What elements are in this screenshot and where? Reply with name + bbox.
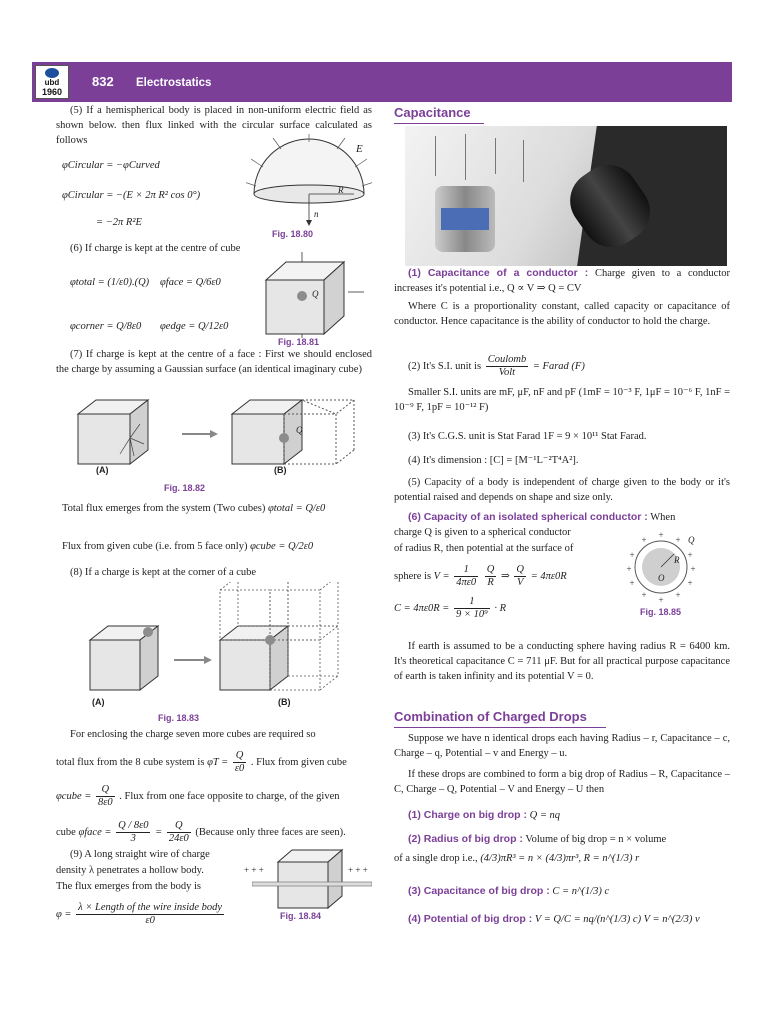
sphere-potential-line: [394, 564, 567, 589]
drop-item-2-text: Volume of big drop = n × volume: [525, 834, 667, 845]
eq-total-flux-centre: φtotal = (1/ε0).(Q): [70, 277, 150, 288]
globe-icon: [45, 68, 59, 78]
cgs-unit-text: (3) It's C.G.S. unit is Stat Farad 1F = 9 × 10¹¹ Stat Farad.: [408, 431, 647, 442]
cap-item-6: [394, 510, 730, 526]
sphere-centre-label: O: [658, 573, 665, 583]
section-drops-heading: Combination of Charged Drops: [394, 708, 606, 728]
eq-circular-flux: φCircular = −(E × 2π R² cos 0°): [62, 190, 201, 201]
eq-sphere-potential: V = $\frac{1}{4\pi\varepsilon 0}$ $\frac{Q}{R}$ ⇒ $\frac{Q}{V}$ = 4πε0R: [433, 564, 567, 588]
item-9-line-1: (9) A long straight wire of charge: [70, 849, 210, 860]
cap-item-6-line-1: charge Q is given to a spherical conductor: [394, 527, 571, 538]
total-flux-line: [62, 502, 378, 517]
radius-label: R: [338, 185, 344, 195]
drop-item-4-head: (4) Potential of big drop :: [408, 913, 533, 925]
drop-item-1-eq: Q = nq: [529, 810, 561, 821]
svg-text:+: +: [687, 578, 693, 588]
body-text: (Because only three faces are seen).: [195, 826, 346, 838]
fig-18-82-caption: Fig. 18.82: [164, 483, 206, 493]
sphere-text: sphere is: [394, 570, 432, 582]
normal-label: n: [314, 209, 319, 219]
logo-year: 1960: [41, 87, 63, 97]
svg-text:+: +: [629, 578, 635, 588]
svg-text:+: +: [675, 535, 681, 545]
svg-text:+: +: [690, 564, 696, 574]
unit-numerator: Coulomb: [487, 354, 527, 365]
svg-text:+: +: [675, 590, 681, 600]
svg-text:+: +: [626, 564, 632, 574]
cap-item-1: [394, 266, 730, 297]
drops-combined: If these drops are combined to form a big drop of Radius – R, Capacitance – C, Charge – Q, Potential – V and Energy – U then: [394, 769, 730, 795]
cap-item-6-head: (6) Capacity of an isolated spherical conductor :: [408, 511, 648, 523]
svg-text:+: +: [629, 550, 635, 560]
body-text: . Flux from given cube: [250, 756, 347, 768]
eq-corner-flux: φcorner = Q/8ε0: [70, 321, 142, 332]
charged-sphere-figure: [624, 530, 698, 604]
hemisphere-figure: [246, 134, 372, 230]
drop-item-2-text2: of a single drop i.e.,: [394, 853, 478, 864]
cap-where-text: Where C is a proportionality constant, called capacity or capacitance of conductor. Hence capacitance is the ability of conductor to hold the charge.: [394, 301, 730, 327]
eq-flux-cube: φcube = Q/2ε0: [250, 541, 314, 552]
eq-circular-curved: φCircular = −φCurved: [62, 160, 160, 171]
drop-item-4: [408, 912, 700, 928]
drops-intro: Suppose we have n identical drops each having Radius – r, Capacitance – c, Charge – q, Potential – v and Energy – u.: [394, 733, 730, 759]
dimension-text: (4) It's dimension : [C] = [M⁻¹L⁻²T⁴A²].: [408, 455, 579, 466]
fig-a-label: (A): [92, 697, 105, 707]
svg-text:+: +: [658, 595, 664, 604]
eq-edge-flux: φedge = Q/12ε0: [160, 321, 229, 332]
item-8-text: (8) If a charge is kept at the corner of a cube: [70, 567, 257, 578]
cap-item-2: [408, 354, 585, 379]
cap-item-6-line-2: of radius R, then potential at the surface of: [394, 543, 574, 554]
drop-item-3-head: (3) Capacitance of big drop :: [408, 885, 550, 897]
item-6-text: (6) If charge is kept at the centre of cube: [70, 243, 241, 254]
svg-text:+: +: [641, 590, 647, 600]
eq-sphere-capacitance: C = 4πε0R = $\frac{1}{\text{9 × 10⁹}}$ · R: [394, 596, 507, 620]
drop-item-2-eq: (4/3)πR³ = n × (4/3)πr³, R = n^(1/3) r: [480, 853, 640, 864]
field-label-e: E: [356, 143, 363, 155]
fig-b-label: (B): [278, 697, 291, 707]
wire-charge-right: + + +: [348, 865, 368, 875]
drop-item-1-head: (1) Charge on big drop :: [408, 809, 527, 821]
chapter-title: Electrostatics: [136, 77, 212, 89]
cap-item-1-text: Charge given to a conductor increases it's potential i.e., Q ∝ V ⇒ Q = CV: [394, 268, 731, 294]
item-8-body-3: φcube = $\frac{Q}{8\varepsilon 0}$ . Flux from one face opposite to charge, of the given: [56, 784, 340, 808]
si-unit-text: (2) It's S.I. unit is: [408, 360, 482, 372]
cube-centre-figure: [256, 252, 366, 338]
drop-item-2: [408, 832, 666, 848]
fig-18-84-caption: Fig. 18.84: [280, 911, 322, 921]
item-9-line-3: The flux emerges from the body is: [56, 881, 202, 892]
fig-18-80-caption: Fig. 18.80: [272, 229, 314, 239]
smaller-units-text: Smaller S.I. units are mF, μF, nF and pF (1mF = 10⁻³ F, 1μF = 10⁻⁶ F, 1nF = 10⁻⁹ F, 1pF = 10⁻¹² F): [394, 387, 730, 413]
fig-18-85-caption: Fig. 18.85: [640, 607, 682, 617]
drop-item-2-head: (2) Radius of big drop :: [408, 833, 523, 845]
sphere-radius-label: R: [674, 555, 680, 565]
unit-denominator: Volt: [498, 367, 516, 378]
item-8-body-2: total flux from the 8 cube system is φT = $\frac{Q}{\varepsilon 0}$ . Flux from given cube: [56, 750, 347, 774]
drop-item-3-eq: C = n^(1/3) c: [552, 886, 610, 897]
eq-face-flux: φface = Q/6ε0: [160, 277, 221, 288]
item-5-text: (5) If a hemispherical body is placed in non-uniform electric field as shown below. then flux linked with the circular surface calculated as follows: [56, 105, 372, 146]
corner-charge-figure: [86, 582, 376, 694]
fig-a-label: (A): [96, 465, 109, 475]
item-8-body-1: For enclosing the charge seven more cubes are required so: [70, 729, 316, 740]
item-7-text: (7) If charge is kept at the centre of a face : First we should enclosed the charge by assuming a Gaussian surface (an identical imaginary cube): [56, 349, 372, 375]
body-text: . Flux from one face opposite to charge, of the given: [119, 790, 340, 802]
item-9-line-2: density λ penetrates a hollow body.: [56, 865, 204, 876]
wire-charge-left: + + +: [244, 865, 264, 875]
fig-b-label: (B): [274, 465, 287, 475]
flux-cube-text: Flux from given cube (i.e. from 5 face only): [62, 541, 248, 552]
fig-18-83-caption: Fig. 18.83: [158, 713, 200, 723]
page-number: 832: [92, 74, 114, 89]
wire-flux-numerator: λ × Length of the wire inside body: [78, 902, 223, 913]
drop-item-3: [408, 884, 609, 900]
face-charge-figure: [70, 394, 370, 470]
eq-circular-result: = −2π R²E: [96, 217, 142, 228]
section-capacitance-heading: Capacitance: [394, 104, 484, 124]
svg-text:+: +: [658, 530, 664, 540]
fig-18-81-caption: Fig. 18.81: [278, 337, 320, 347]
drop-item-4-eq: V = Q/C = nq/(n^(1/3) c) V = n^(2/3) v: [534, 914, 700, 925]
sphere-charge-label: Q: [688, 535, 695, 545]
eq-total-flux-two-cubes: φtotal = Q/ε0: [267, 503, 326, 514]
charge-label-q: Q: [312, 289, 319, 299]
cap-item-5: (5) Capacity of a body is independent of charge given to the body or it's potential raised and depends on shape and size only.: [394, 477, 730, 503]
unit-farad: = Farad (F): [532, 360, 585, 372]
capacitor-label-image: [441, 208, 489, 230]
total-flux-text: Total flux emerges from the system (Two cubes): [62, 503, 266, 514]
wire-flux-denominator: ε0: [145, 915, 155, 926]
svg-text:+: +: [641, 535, 647, 545]
cap-item-1-head: (1) Capacitance of a conductor :: [408, 267, 589, 279]
earth-capacitance-text: If earth is assumed to be a conducting sphere having radius R = 6400 km. It's theoretical capacitance C = 711 μF. But for all practical purpose capacitance of earth is taken infinity and its potential V = 0.: [394, 641, 730, 682]
publisher-logo: [35, 65, 69, 99]
body-text: total flux from the 8 cube system is: [56, 756, 205, 768]
charge-label-q: Q: [296, 425, 303, 435]
item-8-body-4: cube φface = $\frac{Q / 8\varepsilon 0}{3}$ = $\frac{Q}{24\varepsilon 0}$ (Because only three faces are seen).: [56, 820, 346, 844]
svg-text:+: +: [687, 550, 693, 560]
drop-item-1: [408, 808, 560, 824]
capacitor-photo: [405, 126, 727, 266]
drop-item-2-line: [394, 852, 639, 867]
page-header: [32, 62, 732, 102]
eq-wire-flux: φ = $\frac{\text{λ × Length of the wire inside body}}{\varepsilon 0}$: [56, 902, 223, 926]
cap-item-6-tail: When: [650, 512, 676, 523]
logo-text: ubd: [44, 78, 60, 87]
wire-cube-figure: [252, 844, 372, 910]
body-text: cube: [56, 826, 76, 838]
flux-cube-line: [62, 540, 378, 555]
